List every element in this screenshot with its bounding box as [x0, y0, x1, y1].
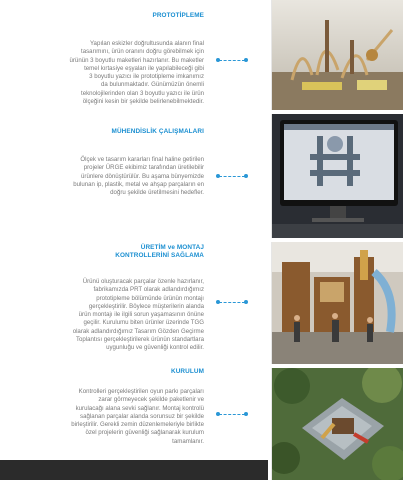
section-title-line: MÜHENDİSLİK ÇALIŞMALARI: [111, 128, 204, 135]
body-line: da bulunmaktadır. Günümüzün önemli: [101, 81, 204, 89]
body-line: ürünün 3 boyutlu maketleri hazırlanır. Bu maketler: [69, 56, 204, 64]
body-line: ürünlere dönüştürülür. Bu aşama bünyemizde: [81, 172, 204, 180]
body-line: Toplantısı gerçekleştirilerek ürünün standartlara: [75, 336, 204, 344]
factory-assembly-photo: [271, 242, 403, 364]
body-line: Ürünü oluşturacak parçalar özenle hazırlanır,: [82, 278, 204, 285]
body-line: zarar görmeyecek şekilde paketlenir ve: [98, 396, 204, 404]
section-title: [4, 368, 204, 376]
body-line: özel projelerin güvenliği sağlanarak kurulum: [85, 429, 204, 437]
body-line: 3 boyutlu yazıcı ile prototipleme imkanımız: [89, 73, 204, 81]
body-line: birleştirilir. Gerekli zemin düzenlemeleriyle birlikte: [71, 421, 204, 429]
section-title-line: PROTOTİPLEME: [152, 12, 204, 19]
section-body: [8, 156, 204, 197]
body-line: Ölçek ve tasarım kararları final haline getirilen: [80, 156, 204, 163]
body-line: uygunluğu ve güvenliği kontrol edilir.: [106, 344, 204, 352]
body-line: prototipleme bölümünde ürünün montajı: [96, 294, 204, 302]
section-title-line: KURULUM: [170, 368, 204, 375]
body-line: geçilir. Kurulumu biten ürünler üzerinde TGG: [83, 319, 204, 327]
dashed-connector: [219, 414, 245, 416]
dashed-connector: [219, 302, 245, 304]
section-title-line: KONTROLLERİNİ SAĞLAMA: [115, 252, 204, 259]
body-line: ürün montajı ile ilgili sorun yaşamasının önüne: [78, 311, 204, 319]
section-title: [4, 244, 204, 260]
body-line: kurulacağı alana sevki sağlanır. Montaj kontrolü: [75, 404, 204, 412]
body-line: ölçeğini kesin bir şekilde belirlenebilmektedir.: [82, 98, 204, 106]
body-line: bulunan ip, plastik, metal ve ahşap parçaların en: [73, 180, 204, 188]
section-body: [8, 40, 204, 106]
installation-aerial-photo: [271, 368, 403, 480]
cad-monitor-photo: [271, 114, 403, 238]
body-line: sağlanan parçalar alanda sorunsuz bir şekilde: [80, 412, 204, 420]
dashed-connector: [219, 176, 245, 178]
prototype-model-photo: [271, 0, 403, 110]
body-line: tasarımını, ürün oranını doğru görebilmek için: [81, 48, 204, 56]
dashed-connector: [219, 60, 245, 62]
body-line: gerçekleştirilir. Böylece müşterilerin alanda: [88, 302, 204, 310]
body-line: olarak adlandırdığımız Tasarım Gözden Geçirme: [72, 327, 204, 335]
section-body: [8, 278, 204, 353]
body-line: Kontrolleri gerçekleştirilen oyun parkı parçaları: [78, 388, 204, 395]
section-title: [4, 128, 204, 136]
body-line: doğru şekilde üretilmesini hedefler.: [110, 189, 204, 197]
section-title: [4, 12, 204, 20]
body-line: tamamlanır.: [172, 437, 204, 445]
body-line: Yapılan eskizler doğrultusunda alanın final: [89, 40, 204, 47]
footer-bar: [0, 460, 268, 480]
body-line: teknolojilerinden olan 3 boyutlu yazıcı ile ürün: [81, 89, 204, 97]
body-line: projeler ÜRGE ekibimiz tarafından üretilebilir: [83, 164, 204, 172]
section-body: [8, 388, 204, 446]
body-line: fabrikamızda PRT olarak adlandırdığımız: [93, 286, 204, 294]
body-line: temel kırtasiye eşyaları ile yapılabileceği gibi: [84, 64, 204, 72]
section-title-line: ÜRETİM ve MONTAJ: [140, 244, 204, 251]
